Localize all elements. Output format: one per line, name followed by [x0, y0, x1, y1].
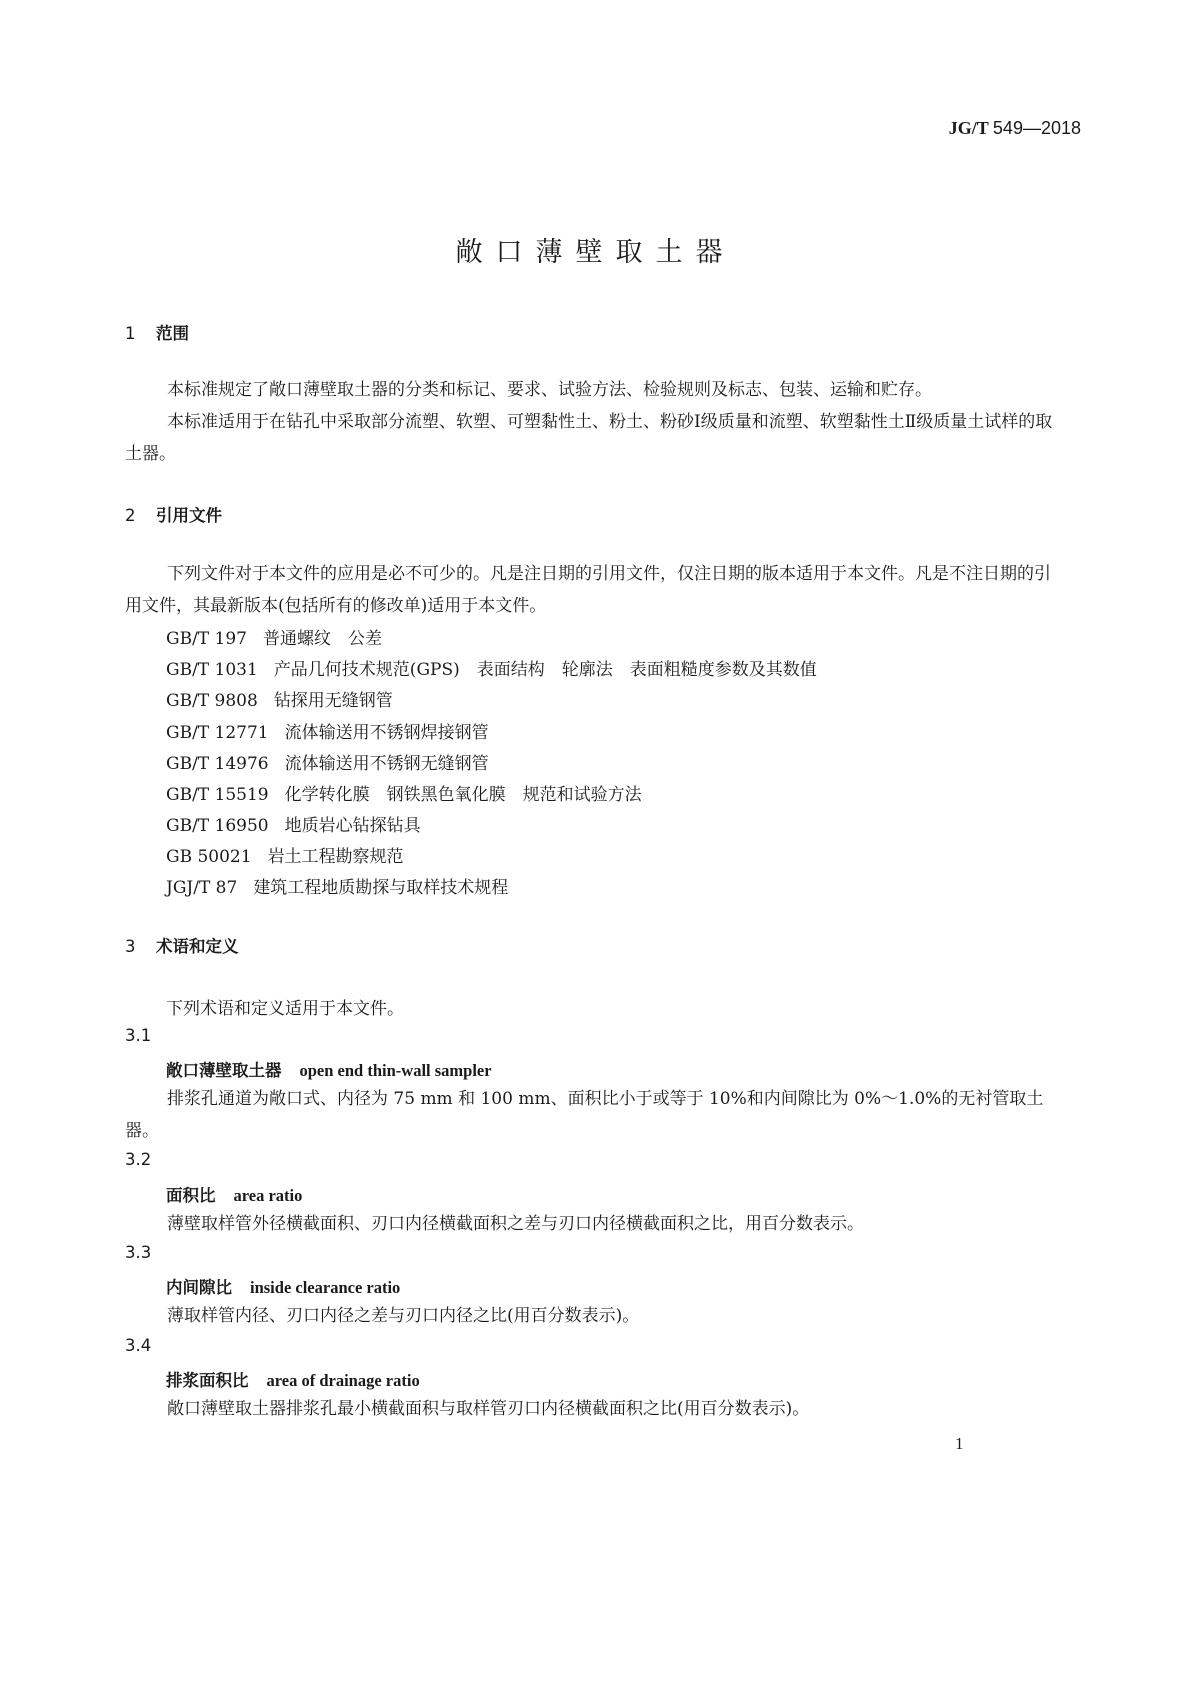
- paragraph: 本标准规定了敞口薄壁取土器的分类和标记、要求、试验方法、检验规则及标志、包装、运输和贮存。: [167, 380, 932, 400]
- term-definition: 薄取样管内径、刃口内径之差与刃口内径之比(用百分数表示)。: [167, 1306, 640, 1326]
- section-title: 范围: [156, 324, 189, 343]
- standard-code: [949, 118, 1081, 139]
- reference-item: GB/T 15519 化学转化膜 钢铁黑色氧化膜 规范和试验方法: [166, 785, 642, 805]
- reference-item: GB/T 14976 流体输送用不锈钢无缝钢管: [166, 754, 489, 774]
- page-number: 1: [955, 1434, 964, 1453]
- clause-number: 3.2: [125, 1150, 152, 1169]
- section-title: 引用文件: [156, 506, 222, 525]
- section-heading-terms: [125, 933, 239, 957]
- document-title: 敞口薄壁取土器: [455, 237, 736, 268]
- reference-item: JGJ/T 87 建筑工程地质勘探与取样技术规程: [166, 878, 509, 898]
- reference-item: GB/T 12771 流体输送用不锈钢焊接钢管: [166, 723, 489, 743]
- reference-item: GB/T 1031 产品几何技术规范(GPS) 表面结构 轮廓法 表面粗糙度参数及其数值: [166, 660, 817, 680]
- term-definition: 排浆孔通道为敞口式、内径为 75 mm 和 100 mm、面积比小于或等于 10%和内间隙比为 0%～1.0%的无衬管取土器。: [125, 1089, 1044, 1141]
- section-number: 2: [125, 506, 136, 525]
- term-heading: 排浆面积比 area of drainage ratio: [166, 1371, 420, 1390]
- clause-number: 3.3: [125, 1243, 152, 1262]
- section-heading-scope: [125, 320, 189, 344]
- section-heading-references: [125, 502, 222, 526]
- clause-number: 3.1: [125, 1026, 152, 1045]
- reference-item: GB 50021 岩土工程勘察规范: [166, 847, 404, 867]
- term-heading: 内间隙比 inside clearance ratio: [166, 1278, 401, 1297]
- term-heading: 敞口薄壁取土器 open end thin-wall sampler: [166, 1061, 492, 1080]
- term-definition: 薄壁取样管外径横截面积、刃口内径横截面积之差与刃口内径横截面积之比，用百分数表示。: [167, 1214, 864, 1234]
- section-number: 3: [125, 937, 136, 956]
- paragraph: 下列文件对于本文件的应用是必不可少的。凡是注日期的引用文件，仅注日期的版本适用于本文件。凡是不注日期的引用文件，其最新版本(包括所有的修改单)适用于本文件。: [125, 564, 1051, 616]
- section-title: 术语和定义: [156, 937, 239, 956]
- clause-number: 3.4: [125, 1336, 152, 1355]
- standard-prefix: JG/T: [948, 118, 989, 138]
- term-definition: 敞口薄壁取土器排浆孔最小横截面积与取样管刃口内径横截面积之比(用百分数表示)。: [167, 1399, 810, 1419]
- section-intro: 下列术语和定义适用于本文件。: [166, 999, 404, 1019]
- reference-item: GB/T 16950 地质岩心钻探钻具: [166, 816, 421, 836]
- paragraph: 本标准适用于在钻孔中采取部分流塑、软塑、可塑黏性土、粉土、粉砂Ⅰ级质量和流塑、软塑黏性土Ⅱ级质量土试样的取土器。: [125, 412, 1053, 464]
- standard-number: 549—2018: [992, 118, 1081, 138]
- section-number: 1: [125, 324, 136, 343]
- reference-item: GB/T 197 普通螺纹 公差: [166, 629, 382, 649]
- term-heading: 面积比 area ratio: [166, 1186, 303, 1205]
- reference-item: GB/T 9808 钻探用无缝钢管: [166, 691, 393, 711]
